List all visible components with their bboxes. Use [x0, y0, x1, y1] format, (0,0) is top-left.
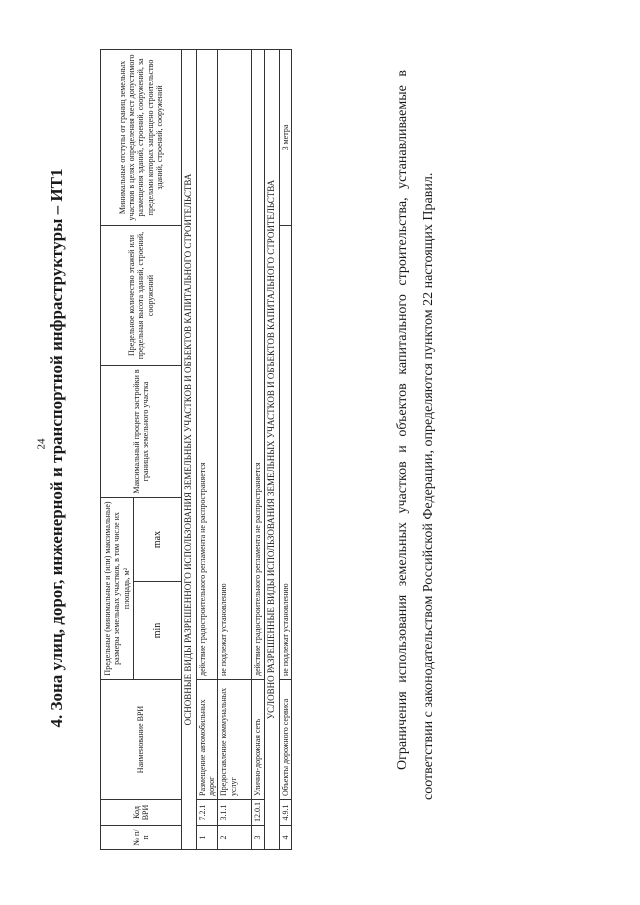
row-value: не подлежат установлению: [218, 49, 252, 679]
row-code: 7.2.1: [197, 800, 218, 826]
header-build-percent: Максимальный процент застройки в границах земельного участка: [101, 365, 182, 497]
table-row: [279, 49, 291, 849]
table-row: [197, 49, 218, 849]
row-name: Предоставление коммунальных услуг: [218, 680, 252, 800]
row-code: 3.1.1: [218, 800, 252, 826]
row-code: 4.9.1: [279, 800, 291, 826]
row-num: 4: [279, 826, 291, 850]
header-code: Код ВРИ: [101, 800, 182, 826]
table-row: [218, 49, 252, 849]
row-num: 3: [252, 826, 264, 850]
row-setback: 3 метра: [279, 49, 291, 225]
page-number: 24: [35, 438, 48, 450]
header-area-min: min: [134, 582, 182, 680]
header-area-max: max: [134, 497, 182, 581]
rotated-page-content: [45, 20, 605, 860]
restrictions-note: Ограничения использования земельных участков и объектов капитального строительства, устанавливаемые в соответствии с законодательством Российской Федерации, определяются пунктом 22 настоящих Правил.: [395, 70, 436, 800]
section-conditional-title: УСЛОВНО РАЗРЕШЕННЫЕ ВИДЫ ИСПОЛЬЗОВАНИЯ ЗЕМЕЛЬНЫХ УЧАСТКОВ И ОБЪЕКТОВ КАПИТАЛЬНОГО СТРОИТЕЛЬСТВА: [264, 49, 279, 849]
zone-heading: 4. Зона улиц, дорог, инженерной и транспортной инфраструктуры – ИТ1: [47, 168, 66, 728]
row-value: действие градостроительного регламента не распространяется: [197, 49, 218, 679]
header-num: № п/п: [101, 826, 182, 850]
row-value: действие градостроительного регламента не распространяется: [252, 49, 264, 679]
row-name: Объекты дорожного сервиса: [279, 680, 291, 800]
table-row: [252, 49, 264, 849]
row-code: 12.0.1: [252, 800, 264, 826]
header-floors: Предельное количество этажей или предельная высота зданий, строений, сооружений: [101, 225, 182, 365]
section-main-title: ОСНОВНЫЕ ВИДЫ РАЗРЕШЕННОГО ИСПОЛЬЗОВАНИЯ ЗЕМЕЛЬНЫХ УЧАСТКОВ И ОБЪЕКТОВ КАПИТАЛЬНОГО СТРОИТЕЛЬСТВА: [182, 49, 197, 849]
header-name: Наименование ВРИ: [101, 680, 182, 800]
row-name: Размещение автомобильных дорог: [197, 680, 218, 800]
zone-regulations-table: [100, 49, 292, 850]
header-area-group: Предельные (минимальные и (или) максимальные) размеры земельных участков, в том числе их площадь, м²: [101, 497, 134, 679]
row-num: 1: [197, 826, 218, 850]
row-value: не подлежат установлению: [279, 225, 291, 679]
row-num: 2: [218, 826, 252, 850]
row-name: Улично-дорожная сеть: [252, 680, 264, 800]
header-setbacks: Минимальные отступы от границ земельных участков в целях определения мест допустимого размещения зданий, строений, сооружений, за пределами которых запрещено строительство зданий, строений, сооружений: [101, 49, 182, 225]
